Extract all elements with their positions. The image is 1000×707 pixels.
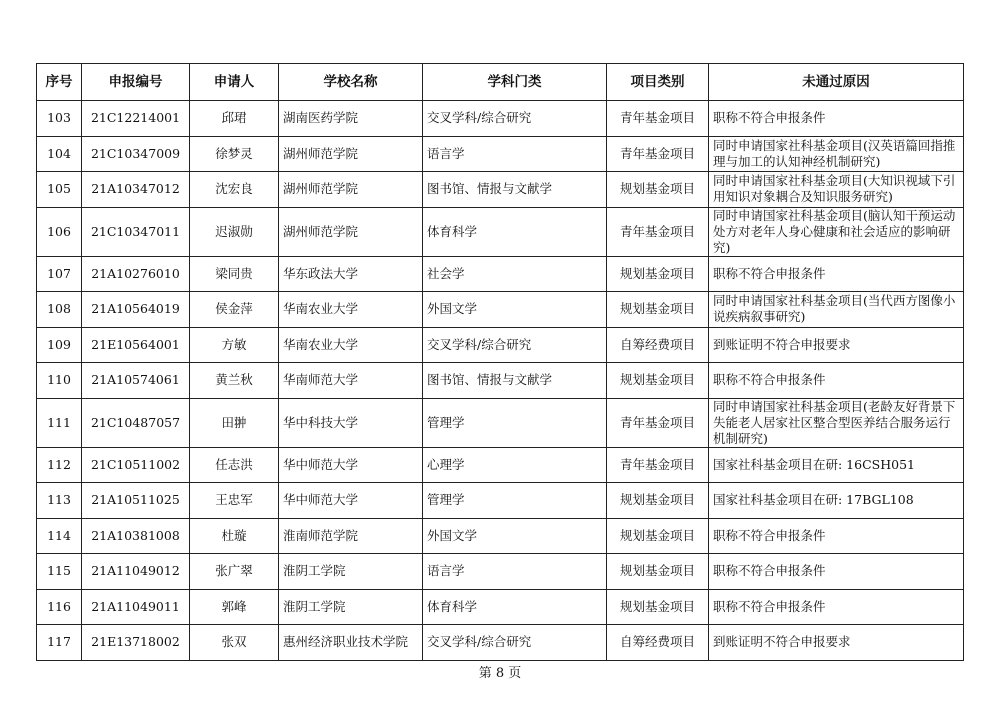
cell-subject: 体育科学 bbox=[423, 207, 607, 256]
cell-applicant: 郭峰 bbox=[190, 589, 279, 625]
cell-school: 湖南医药学院 bbox=[279, 101, 423, 137]
cell-reason: 职称不符合申报条件 bbox=[709, 518, 964, 554]
cell-subject: 体育科学 bbox=[423, 589, 607, 625]
cell-serial: 111 bbox=[37, 398, 82, 447]
cell-applicant: 杜璇 bbox=[190, 518, 279, 554]
cell-subject: 图书馆、情报与文献学 bbox=[423, 363, 607, 399]
cell-code: 21A10347012 bbox=[82, 172, 190, 208]
cell-serial: 113 bbox=[37, 483, 82, 519]
cell-school: 华中师范大学 bbox=[279, 447, 423, 483]
cell-reason: 同时申请国家社科基金项目(老龄友好背景下失能老人居家社区整合型医养结合服务运行机制研究) bbox=[709, 398, 964, 447]
table-header-row bbox=[37, 64, 964, 101]
cell-code: 21C10347011 bbox=[82, 207, 190, 256]
cell-school: 华南师范大学 bbox=[279, 363, 423, 399]
header-applicant: 申请人 bbox=[190, 64, 279, 101]
cell-reason: 国家社科基金项目在研: 16CSH051 bbox=[709, 447, 964, 483]
table-row bbox=[37, 554, 964, 590]
cell-category: 规划基金项目 bbox=[607, 483, 709, 519]
table-row bbox=[37, 589, 964, 625]
cell-code: 21E13718002 bbox=[82, 625, 190, 661]
cell-subject: 交叉学科/综合研究 bbox=[423, 101, 607, 137]
cell-subject: 外国文学 bbox=[423, 518, 607, 554]
cell-school: 华中科技大学 bbox=[279, 398, 423, 447]
cell-school: 湖州师范学院 bbox=[279, 172, 423, 208]
table-row bbox=[37, 101, 964, 137]
table-row bbox=[37, 136, 964, 172]
cell-subject: 管理学 bbox=[423, 483, 607, 519]
table-row bbox=[37, 207, 964, 256]
cell-code: 21A11049012 bbox=[82, 554, 190, 590]
cell-code: 21C12214001 bbox=[82, 101, 190, 137]
table-row bbox=[37, 447, 964, 483]
cell-serial: 107 bbox=[37, 256, 82, 292]
cell-reason: 同时申请国家社科基金项目(大知识视域下引用知识对象耦合及知识服务研究) bbox=[709, 172, 964, 208]
cell-code: 21E10564001 bbox=[82, 327, 190, 363]
cell-category: 自筹经费项目 bbox=[607, 327, 709, 363]
cell-category: 青年基金项目 bbox=[607, 136, 709, 172]
cell-subject: 外国文学 bbox=[423, 292, 607, 328]
table-row bbox=[37, 518, 964, 554]
cell-reason: 职称不符合申报条件 bbox=[709, 589, 964, 625]
table-row bbox=[37, 398, 964, 447]
cell-serial: 108 bbox=[37, 292, 82, 328]
cell-applicant: 张双 bbox=[190, 625, 279, 661]
cell-category: 规划基金项目 bbox=[607, 292, 709, 328]
cell-applicant: 张广翠 bbox=[190, 554, 279, 590]
cell-serial: 109 bbox=[37, 327, 82, 363]
cell-subject: 交叉学科/综合研究 bbox=[423, 327, 607, 363]
cell-code: 21C10511002 bbox=[82, 447, 190, 483]
cell-reason: 国家社科基金项目在研: 17BGL108 bbox=[709, 483, 964, 519]
cell-reason: 同时申请国家社科基金项目(脑认知干预运动处方对老年人身心健康和社会适应的影响研究) bbox=[709, 207, 964, 256]
cell-serial: 112 bbox=[37, 447, 82, 483]
cell-serial: 104 bbox=[37, 136, 82, 172]
cell-school: 湖州师范学院 bbox=[279, 207, 423, 256]
cell-applicant: 邱珺 bbox=[190, 101, 279, 137]
header-subject: 学科门类 bbox=[423, 64, 607, 101]
table-row bbox=[37, 327, 964, 363]
cell-reason: 职称不符合申报条件 bbox=[709, 256, 964, 292]
cell-school: 淮阴工学院 bbox=[279, 589, 423, 625]
cell-category: 规划基金项目 bbox=[607, 518, 709, 554]
cell-applicant: 方敏 bbox=[190, 327, 279, 363]
cell-category: 规划基金项目 bbox=[607, 589, 709, 625]
cell-school: 淮南师范学院 bbox=[279, 518, 423, 554]
cell-code: 21C10347009 bbox=[82, 136, 190, 172]
cell-serial: 117 bbox=[37, 625, 82, 661]
cell-reason: 到账证明不符合申报要求 bbox=[709, 327, 964, 363]
cell-category: 规划基金项目 bbox=[607, 554, 709, 590]
cell-code: 21A10564019 bbox=[82, 292, 190, 328]
table-row bbox=[37, 625, 964, 661]
cell-school: 淮阴工学院 bbox=[279, 554, 423, 590]
header-school: 学校名称 bbox=[279, 64, 423, 101]
cell-code: 21A10511025 bbox=[82, 483, 190, 519]
header-serial: 序号 bbox=[37, 64, 82, 101]
header-code: 申报编号 bbox=[82, 64, 190, 101]
cell-serial: 103 bbox=[37, 101, 82, 137]
cell-applicant: 徐梦灵 bbox=[190, 136, 279, 172]
cell-subject: 社会学 bbox=[423, 256, 607, 292]
cell-reason: 同时申请国家社科基金项目(汉英语篇回指推理与加工的认知神经机制研究) bbox=[709, 136, 964, 172]
page-number: 第 8 页 bbox=[478, 666, 522, 681]
cell-serial: 110 bbox=[37, 363, 82, 399]
cell-school: 华中师范大学 bbox=[279, 483, 423, 519]
cell-reason: 同时申请国家社科基金项目(当代西方图像小说疾病叙事研究) bbox=[709, 292, 964, 328]
cell-reason: 到账证明不符合申报要求 bbox=[709, 625, 964, 661]
cell-reason: 职称不符合申报条件 bbox=[709, 363, 964, 399]
cell-applicant: 梁同贵 bbox=[190, 256, 279, 292]
cell-serial: 105 bbox=[37, 172, 82, 208]
cell-subject: 语言学 bbox=[423, 136, 607, 172]
cell-school: 华东政法大学 bbox=[279, 256, 423, 292]
cell-serial: 116 bbox=[37, 589, 82, 625]
cell-school: 华南农业大学 bbox=[279, 292, 423, 328]
cell-subject: 图书馆、情报与文献学 bbox=[423, 172, 607, 208]
header-category: 项目类别 bbox=[607, 64, 709, 101]
cell-school: 惠州经济职业技术学院 bbox=[279, 625, 423, 661]
table-row bbox=[37, 363, 964, 399]
cell-category: 规划基金项目 bbox=[607, 172, 709, 208]
cell-applicant: 迟淑勋 bbox=[190, 207, 279, 256]
cell-subject: 管理学 bbox=[423, 398, 607, 447]
cell-reason: 职称不符合申报条件 bbox=[709, 101, 964, 137]
header-reason: 未通过原因 bbox=[709, 64, 964, 101]
cell-code: 21A10381008 bbox=[82, 518, 190, 554]
table-row bbox=[37, 292, 964, 328]
cell-category: 自筹经费项目 bbox=[607, 625, 709, 661]
cell-serial: 114 bbox=[37, 518, 82, 554]
cell-category: 青年基金项目 bbox=[607, 207, 709, 256]
cell-subject: 语言学 bbox=[423, 554, 607, 590]
cell-applicant: 田翀 bbox=[190, 398, 279, 447]
table-row bbox=[37, 483, 964, 519]
cell-applicant: 沈宏良 bbox=[190, 172, 279, 208]
cell-subject: 交叉学科/综合研究 bbox=[423, 625, 607, 661]
table-row bbox=[37, 172, 964, 208]
cell-reason: 职称不符合申报条件 bbox=[709, 554, 964, 590]
cell-subject: 心理学 bbox=[423, 447, 607, 483]
cell-code: 21A10276010 bbox=[82, 256, 190, 292]
cell-applicant: 黄兰秋 bbox=[190, 363, 279, 399]
table-row bbox=[37, 256, 964, 292]
cell-applicant: 任志洪 bbox=[190, 447, 279, 483]
cell-category: 青年基金项目 bbox=[607, 101, 709, 137]
cell-category: 规划基金项目 bbox=[607, 256, 709, 292]
cell-school: 华南农业大学 bbox=[279, 327, 423, 363]
cell-code: 21A10574061 bbox=[82, 363, 190, 399]
cell-school: 湖州师范学院 bbox=[279, 136, 423, 172]
cell-serial: 115 bbox=[37, 554, 82, 590]
cell-category: 规划基金项目 bbox=[607, 363, 709, 399]
cell-category: 青年基金项目 bbox=[607, 398, 709, 447]
cell-serial: 106 bbox=[37, 207, 82, 256]
cell-applicant: 侯金萍 bbox=[190, 292, 279, 328]
cell-code: 21C10487057 bbox=[82, 398, 190, 447]
review-result-table bbox=[36, 63, 964, 661]
cell-code: 21A11049011 bbox=[82, 589, 190, 625]
cell-applicant: 王忠军 bbox=[190, 483, 279, 519]
cell-category: 青年基金项目 bbox=[607, 447, 709, 483]
